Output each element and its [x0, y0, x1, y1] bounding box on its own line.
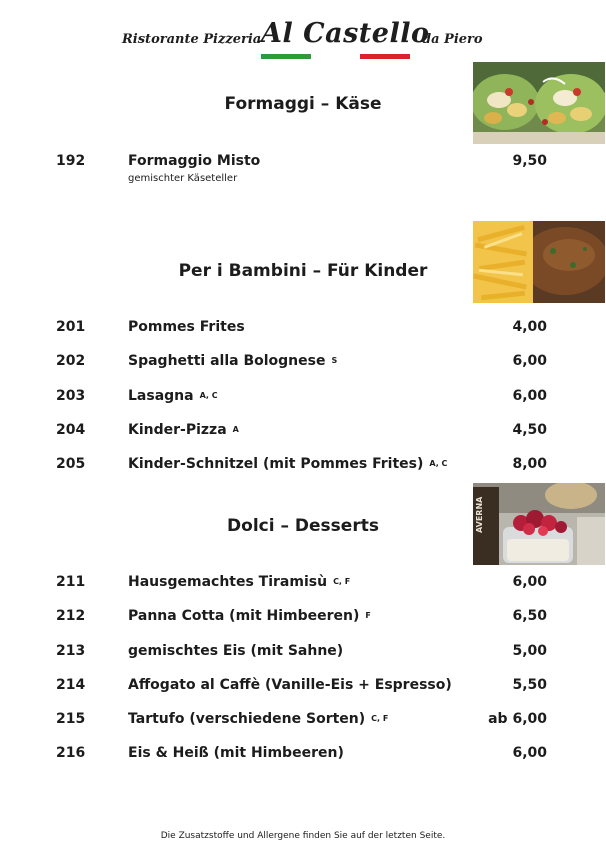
- item-name: Kinder-Pizza A: [128, 422, 239, 438]
- menu-item: [0, 643, 606, 663]
- section-title-cheese: Formaggi – Käse: [224, 94, 382, 114]
- allergen-codes: A, C: [199, 391, 218, 400]
- menu-item: [0, 353, 606, 373]
- allergen-codes: C, F: [371, 714, 389, 723]
- menu-item: [0, 153, 606, 184]
- item-number: 213: [56, 643, 86, 659]
- item-name: Affogato al Caffè (Vanille-Eis + Espresso): [128, 677, 452, 693]
- item-price: 6,50: [512, 608, 547, 624]
- item-price: ab 6,00: [488, 711, 547, 727]
- header-prefix: Ristorante Pizzeria: [122, 32, 262, 47]
- item-price: 6,00: [512, 388, 547, 404]
- item-number: 201: [56, 319, 86, 335]
- allergen-codes: A, C: [429, 459, 448, 468]
- header-suffix: da Piero: [422, 32, 483, 47]
- menu-item: [0, 711, 606, 731]
- item-name: Panna Cotta (mit Himbeeren) F: [128, 608, 371, 624]
- italian-flag-green-bar: [261, 54, 311, 59]
- allergen-codes: F: [365, 611, 371, 620]
- allergen-codes: C, F: [333, 577, 351, 586]
- item-number: 211: [56, 574, 86, 590]
- item-name: Hausgemachtes Tiramisù C, F: [128, 574, 351, 590]
- item-number: 203: [56, 388, 86, 404]
- menu-item: [0, 608, 606, 628]
- item-price: 5,50: [512, 677, 547, 693]
- restaurant-brand-logo: Al Castello: [261, 18, 430, 49]
- allergen-codes: A: [232, 425, 239, 434]
- item-number: 202: [56, 353, 86, 369]
- menu-item: [0, 319, 606, 339]
- menu-item: [0, 456, 606, 476]
- menu-item: [0, 388, 606, 408]
- item-price: 4,50: [512, 422, 547, 438]
- item-price: 9,50: [512, 153, 547, 169]
- item-name: Formaggio Misto: [128, 153, 261, 169]
- item-price: 4,00: [512, 319, 547, 335]
- item-name: Kinder-Schnitzel (mit Pommes Frites) A, C: [128, 456, 448, 472]
- item-price: 8,00: [512, 456, 547, 472]
- item-name: Tartufo (verschiedene Sorten) C, F: [128, 711, 389, 727]
- item-price: 6,00: [512, 574, 547, 590]
- menu-item: [0, 745, 606, 765]
- italian-flag-red-bar: [360, 54, 410, 59]
- item-number: 215: [56, 711, 86, 727]
- menu-item: [0, 574, 606, 594]
- item-price: 6,00: [512, 353, 547, 369]
- allergen-codes: S: [331, 356, 338, 365]
- item-number: 212: [56, 608, 86, 624]
- item-name: Spaghetti alla Bolognese S: [128, 353, 338, 369]
- allergen-footnote: Die Zusatzstoffe und Allergene finden Sie auf der letzten Seite.: [160, 831, 446, 841]
- item-name: Eis & Heiß (mit Himbeeren): [128, 745, 344, 761]
- item-number: 192: [56, 153, 86, 169]
- item-number: 214: [56, 677, 86, 693]
- item-name: gemischtes Eis (mit Sahne): [128, 643, 344, 659]
- menu-item: [0, 422, 606, 442]
- item-price: 5,00: [512, 643, 547, 659]
- photo-bottle-label: AVERNA: [475, 496, 484, 533]
- restaurant-header: [0, 18, 606, 62]
- section-title-desserts: Dolci – Desserts: [227, 516, 379, 536]
- item-name: Lasagna A, C: [128, 388, 218, 404]
- item-number: 216: [56, 745, 86, 761]
- item-price: 6,00: [512, 745, 547, 761]
- item-number: 205: [56, 456, 86, 472]
- section-title-kids: Per i Bambini – Für Kinder: [178, 261, 428, 281]
- item-name: Pommes Frites: [128, 319, 245, 335]
- item-number: 204: [56, 422, 86, 438]
- menu-item: [0, 677, 606, 697]
- item-description: gemischter Käseteller: [128, 173, 238, 184]
